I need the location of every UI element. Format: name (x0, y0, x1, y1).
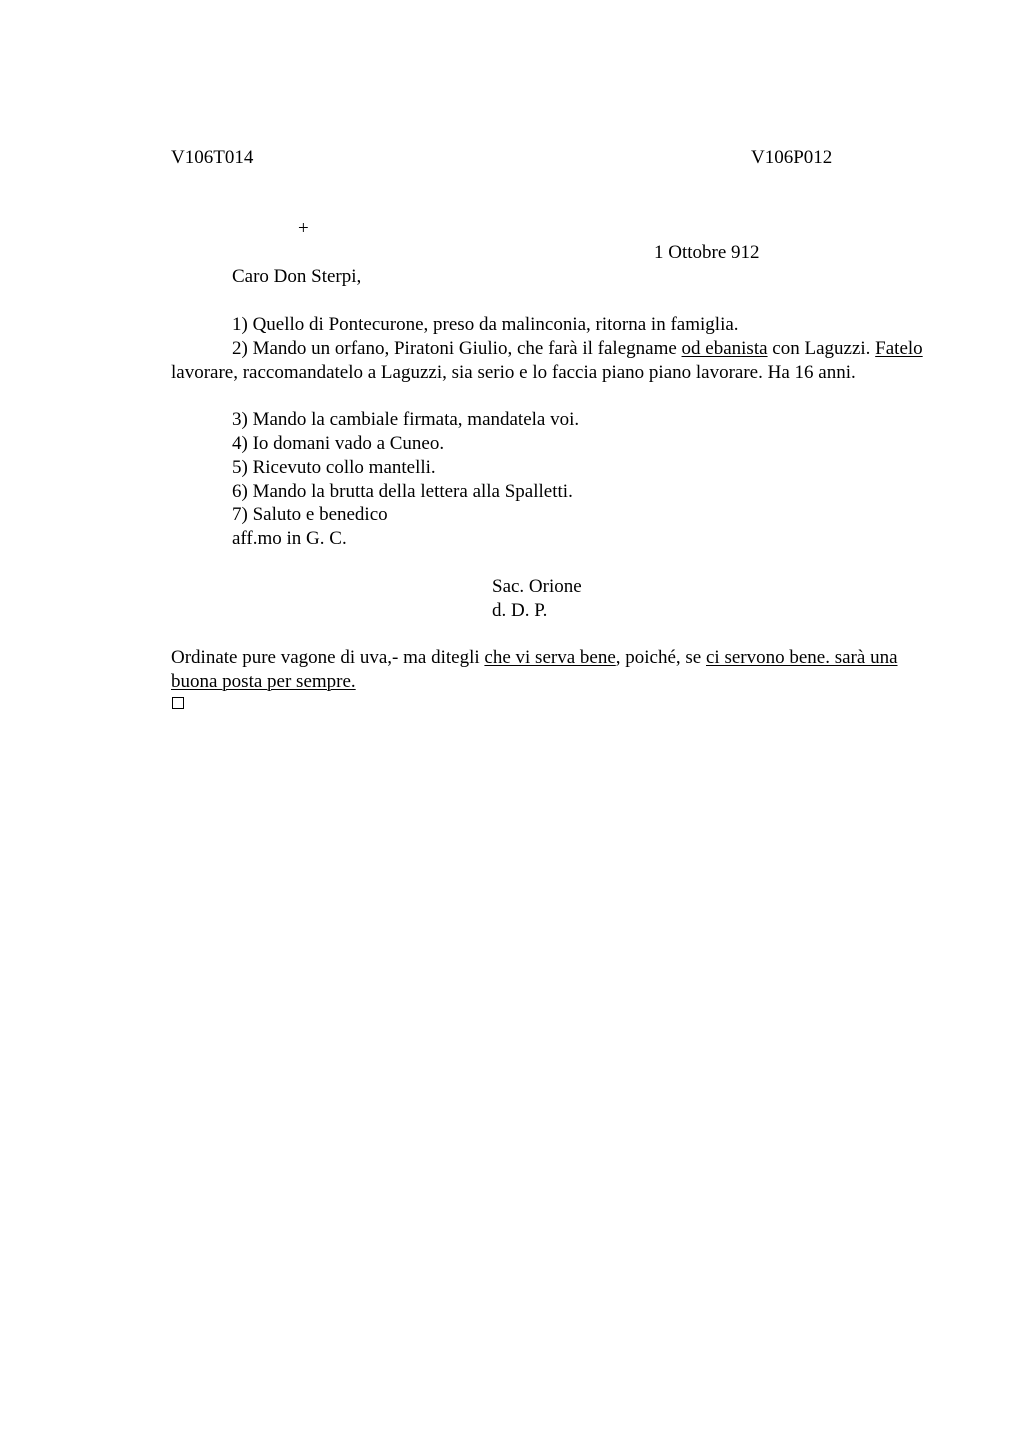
list-item-2 (171, 337, 933, 385)
salutation: Caro Don Sterpi, (232, 266, 362, 287)
list-item-4: 4) Io domani vado a Cuneo. (232, 433, 445, 454)
list-item-1: 1) Quello di Pontecurone, preso da malinconia, ritorna in famiglia. (232, 314, 739, 335)
closing: aff.mo in G. C. (232, 528, 347, 549)
postscript-text-a: Ordinate pure vagone di uva,- ma ditegli (171, 647, 485, 668)
list-item-2-text-a: 2) Mando un orfano, Piratoni Giulio, che farà il falegname (232, 338, 682, 359)
postscript-underlined-a: che vi serva bene (484, 647, 616, 668)
header-left-code: V106T014 (171, 147, 254, 168)
list-item-7: 7) Saluto e benedico (232, 504, 388, 525)
postscript (171, 646, 933, 694)
postscript-text-b: , poiché, se (615, 647, 706, 668)
list-item-2-underlined-a: od ebanista (681, 338, 768, 359)
signature-name: Sac. Orione (492, 576, 582, 597)
list-item-6: 6) Mando la brutta della lettera alla Spalletti. (232, 481, 573, 502)
postscript-underlined-b: ci servono bene. sarà una buona posta per sempre. (171, 647, 898, 692)
end-mark-square (172, 697, 184, 709)
list-item-5: 5) Ricevuto collo mantelli. (232, 457, 436, 478)
list-item-2-text-b: con Laguzzi. (767, 338, 876, 359)
header-right-code: V106P012 (751, 147, 833, 168)
list-item-2-underlined-b: Fatelo (875, 338, 923, 359)
cross-symbol: + (298, 218, 309, 239)
list-item-2-text-c: lavorare, raccomandatelo a Laguzzi, sia serio e lo faccia piano piano lavorare. Ha 16 anni. (171, 362, 856, 383)
list-item-3: 3) Mando la cambiale firmata, mandatela voi. (232, 409, 580, 430)
signature-title: d. D. P. (492, 600, 548, 621)
letter-date: 1 Ottobre 912 (654, 242, 760, 263)
